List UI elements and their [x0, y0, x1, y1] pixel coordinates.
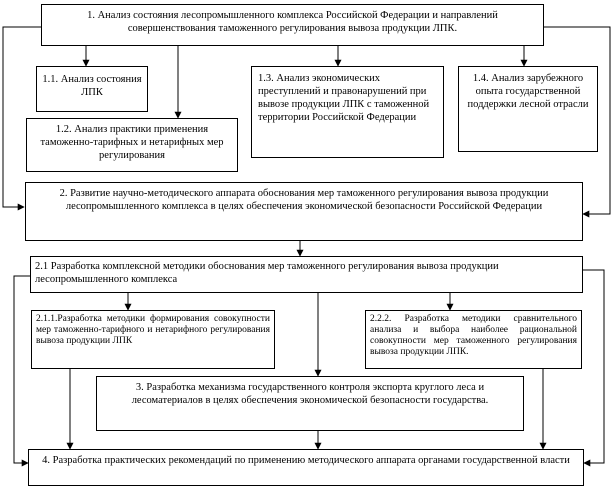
- step-2-1-box: [30, 256, 583, 293]
- step-2-2-2-text: 2.2.2. Разработка методики сравнительного анализа и выбора наиболее рациональной совокупности мер таможенного регулирования вывоза продукции ЛПК.: [370, 314, 577, 357]
- step-2-2-2-box: [365, 310, 582, 369]
- step-1-2-text: 1.2. Анализ практики применения таможенно-тарифных и нетарифных мер регулирования: [40, 124, 224, 161]
- step-2-1-text: 2.1 Разработка комплексной методики обоснования мер таможенного регулирования вывоза продукции лесопромышленного комплекса: [35, 261, 499, 285]
- arrow-1-left-to-2: [3, 27, 41, 207]
- step-1-4-text: 1.4. Анализ зарубежного опыта государственной поддержки лесной отрасли: [467, 73, 589, 110]
- step-1-4-box: [458, 66, 598, 152]
- step-3-box: [96, 376, 524, 431]
- arrow-2-1-right-to-4: [583, 270, 604, 463]
- step-2-box: [25, 182, 583, 241]
- step-1-2-box: [26, 118, 238, 172]
- step-2-1-1-box: [31, 310, 275, 369]
- step-4-text: 4. Разработка практических рекомендаций по применению методического аппарата органами государственной власти: [42, 455, 570, 466]
- step-1-3-box: [251, 66, 444, 158]
- step-1-1-box: [36, 66, 148, 112]
- step-1-1-text: 1.1. Анализ состояния ЛПК: [42, 74, 142, 98]
- step-2-text: 2. Развитие научно-методического аппарата обоснования мер таможенного регулирования вывоза продукции лесопромышленного комплекса в целях обеспечения экономической безопасности Российской Федерации: [59, 188, 549, 212]
- step-2-1-1-text: 2.1.1.Разработка методики формирования совокупности мер таможенно-тарифного и нетарифного регулирования вывоза продукции ЛПК: [36, 314, 270, 346]
- arrow-2-1-left-to-4: [14, 276, 30, 463]
- step-1-3-text: 1.3. Анализ экономических преступлений и правонарушений при вывозе продукции ЛПК с таможенной территории Российской Федерации: [258, 73, 430, 123]
- step-3-text: 3. Разработка механизма государственного контроля экспорта круглого леса и лесоматериалов в целях обеспечения экономической безопасности государства.: [131, 382, 489, 406]
- step-1-box: [41, 4, 544, 46]
- step-1-text: 1. Анализ состояния лесопромышленного комплекса Российской Федерации и направлений совершенствования таможенного регулирования вывоза продукции ЛПК.: [87, 10, 498, 34]
- step-4-box: [28, 449, 584, 486]
